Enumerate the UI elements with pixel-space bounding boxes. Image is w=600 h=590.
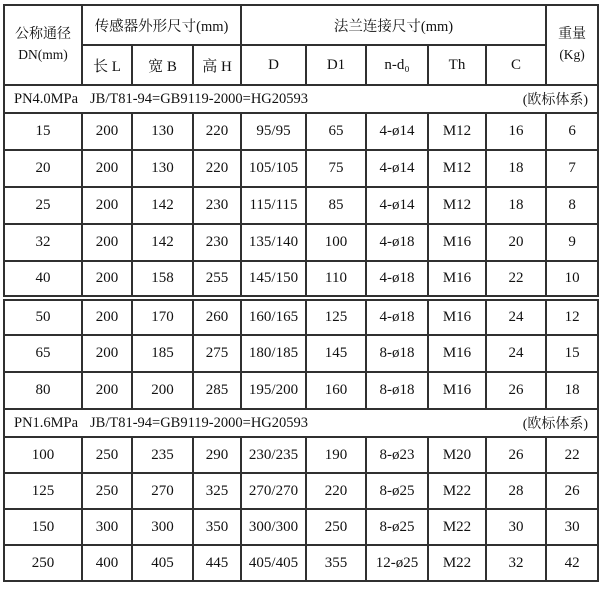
cell-d1: 85 [306,187,366,224]
cell-weight: 9 [546,224,598,261]
cell-length-l: 400 [82,545,132,581]
cell-width-b: 130 [132,113,193,150]
cell-d1: 250 [306,509,366,545]
cell-height-h: 230 [193,224,241,261]
header-weight-line2: (Kg) [559,47,585,63]
cell-n-d0: 4-ø18 [366,261,428,298]
cell-th: M22 [428,473,486,509]
table-row [4,224,598,261]
header-d: D [241,45,306,85]
cell-height-h: 220 [193,150,241,187]
cell-width-b: 170 [132,298,193,335]
cell-c: 24 [486,298,546,335]
cell-width-b: 142 [132,224,193,261]
table-row [4,509,598,545]
cell-d1: 125 [306,298,366,335]
cell-d1: 145 [306,335,366,372]
table-row [4,437,598,473]
cell-length-l: 200 [82,298,132,335]
cell-weight: 22 [546,437,598,473]
table-row [4,150,598,187]
cell-d: 115/115 [241,187,306,224]
cell-th: M16 [428,372,486,409]
cell-width-b: 158 [132,261,193,298]
cell-d: 145/150 [241,261,306,298]
cell-weight: 15 [546,335,598,372]
header-n-d0: n-d₀ [366,45,428,85]
cell-th: M16 [428,261,486,298]
cell-th: M22 [428,509,486,545]
cell-th: M12 [428,150,486,187]
flange-standard: JB/T81-94=GB9119-2000=HG20593 [90,90,309,107]
section-header-row [4,409,598,437]
header-nominal-diameter-line2: DN(mm) [18,47,68,63]
cell-height-h: 260 [193,298,241,335]
cell-dn: 50 [4,298,82,335]
table-row [4,372,598,409]
cell-d: 230/235 [241,437,306,473]
cell-length-l: 200 [82,113,132,150]
header-c: C [486,45,546,85]
cell-c: 18 [486,150,546,187]
cell-d1: 190 [306,437,366,473]
header-width-b: 宽 B [132,45,193,85]
cell-d: 160/165 [241,298,306,335]
header-weight [546,5,598,85]
header-sensor-dimensions-group: 传感器外形尺寸(mm) [82,5,241,45]
cell-th: M16 [428,298,486,335]
cell-weight: 30 [546,509,598,545]
section-header-content [5,89,597,109]
table-row [4,545,598,581]
cell-weight: 6 [546,113,598,150]
cell-dn: 80 [4,372,82,409]
cell-length-l: 250 [82,473,132,509]
cell-n-d0: 4-ø18 [366,298,428,335]
cell-c: 28 [486,473,546,509]
cell-weight: 7 [546,150,598,187]
cell-width-b: 270 [132,473,193,509]
cell-th: M12 [428,187,486,224]
cell-dn: 125 [4,473,82,509]
cell-c: 32 [486,545,546,581]
cell-length-l: 200 [82,335,132,372]
cell-height-h: 445 [193,545,241,581]
cell-height-h: 275 [193,335,241,372]
cell-d: 180/185 [241,335,306,372]
cell-d1: 160 [306,372,366,409]
cell-width-b: 300 [132,509,193,545]
header-length-l: 长 L [82,45,132,85]
cell-height-h: 350 [193,509,241,545]
header-d1: D1 [306,45,366,85]
cell-weight: 42 [546,545,598,581]
cell-weight: 10 [546,261,598,298]
cell-weight: 26 [546,473,598,509]
cell-d1: 220 [306,473,366,509]
header-height-h: 高 H [193,45,241,85]
cell-width-b: 185 [132,335,193,372]
cell-c: 18 [486,187,546,224]
cell-height-h: 220 [193,113,241,150]
cell-th: M16 [428,224,486,261]
section-header-cell [4,85,598,113]
table-row [4,113,598,150]
table-row [4,335,598,372]
cell-length-l: 200 [82,261,132,298]
section-header-cell [4,409,598,437]
table-row [4,473,598,509]
table-row [4,187,598,224]
pressure-rating: PN4.0MPa [14,90,79,107]
cell-d1: 65 [306,113,366,150]
cell-c: 24 [486,335,546,372]
cell-d1: 100 [306,224,366,261]
cell-c: 30 [486,509,546,545]
cell-n-d0: 4-ø18 [366,224,428,261]
cell-dn: 32 [4,224,82,261]
cell-th: M12 [428,113,486,150]
cell-length-l: 200 [82,150,132,187]
cell-length-l: 250 [82,437,132,473]
cell-n-d0: 4-ø14 [366,187,428,224]
section-header-row [4,85,598,113]
cell-th: M22 [428,545,486,581]
cell-width-b: 142 [132,187,193,224]
cell-length-l: 300 [82,509,132,545]
cell-dn: 65 [4,335,82,372]
cell-height-h: 290 [193,437,241,473]
cell-d: 405/405 [241,545,306,581]
cell-weight: 8 [546,187,598,224]
cell-d: 270/270 [241,473,306,509]
cell-n-d0: 8-ø23 [366,437,428,473]
cell-d: 195/200 [241,372,306,409]
cell-c: 16 [486,113,546,150]
cell-th: M20 [428,437,486,473]
cell-c: 26 [486,372,546,409]
cell-d1: 110 [306,261,366,298]
cell-th: M16 [428,335,486,372]
header-weight-line1: 重量 [558,26,587,42]
cell-c: 26 [486,437,546,473]
header-th: Th [428,45,486,85]
cell-dn: 25 [4,187,82,224]
cell-width-b: 235 [132,437,193,473]
cell-n-d0: 8-ø18 [366,335,428,372]
cell-dn: 15 [4,113,82,150]
cell-weight: 18 [546,372,598,409]
cell-length-l: 200 [82,224,132,261]
cell-d: 135/140 [241,224,306,261]
flange-standard: JB/T81-94=GB9119-2000=HG20593 [90,414,309,431]
cell-width-b: 200 [132,372,193,409]
table-row [4,298,598,335]
header-nominal-diameter-line1: 公称通径 [15,26,71,42]
header-flange-dimensions-group: 法兰连接尺寸(mm) [241,5,546,45]
cell-height-h: 255 [193,261,241,298]
cell-length-l: 200 [82,187,132,224]
flowmeter-dimension-table [3,4,599,582]
cell-dn: 150 [4,509,82,545]
section-header-content [5,413,597,433]
cell-height-h: 285 [193,372,241,409]
cell-width-b: 130 [132,150,193,187]
cell-dn: 40 [4,261,82,298]
pressure-rating: PN1.6MPa [14,414,79,431]
cell-n-d0: 12-ø25 [366,545,428,581]
cell-n-d0: 8-ø18 [366,372,428,409]
cell-length-l: 200 [82,372,132,409]
cell-dn: 20 [4,150,82,187]
cell-c: 22 [486,261,546,298]
cell-n-d0: 4-ø14 [366,113,428,150]
cell-d: 105/105 [241,150,306,187]
cell-height-h: 230 [193,187,241,224]
cell-d1: 355 [306,545,366,581]
cell-width-b: 405 [132,545,193,581]
cell-n-d0: 4-ø14 [366,150,428,187]
cell-dn: 250 [4,545,82,581]
cell-n-d0: 8-ø25 [366,509,428,545]
standard-system-note: (欧标体系) [522,93,589,108]
table-row [4,261,598,298]
cell-d: 95/95 [241,113,306,150]
cell-c: 20 [486,224,546,261]
standard-system-note: (欧标体系) [522,417,589,432]
cell-n-d0: 8-ø25 [366,473,428,509]
cell-weight: 12 [546,298,598,335]
cell-dn: 100 [4,437,82,473]
header-nominal-diameter [4,5,82,85]
cell-height-h: 325 [193,473,241,509]
cell-d1: 75 [306,150,366,187]
cell-d: 300/300 [241,509,306,545]
